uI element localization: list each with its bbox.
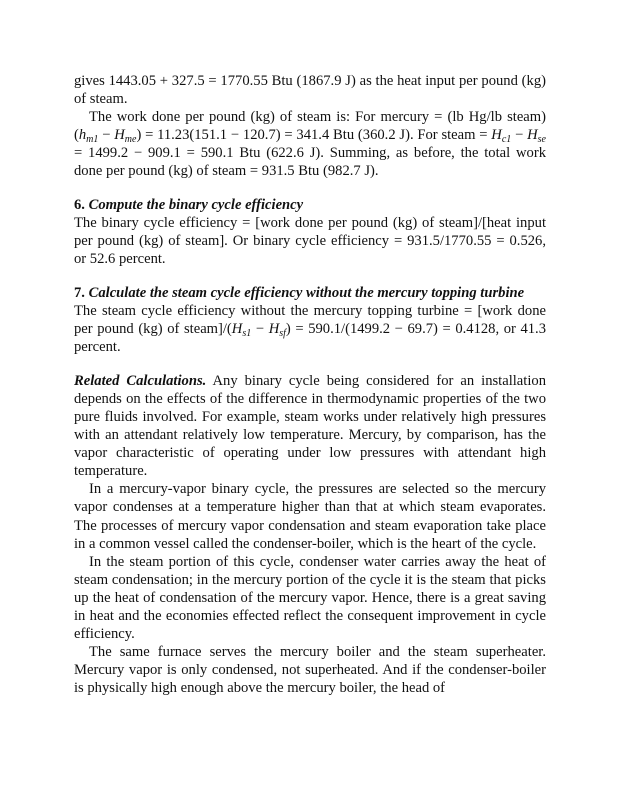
related-paragraph-2: In a mercury-vapor binary cycle, the pressures are selected so the mercury vapor condenses at a temperature higher than that at which steam evaporates. The processes of mercury vapor condensation and steam evaporation take place in a common vessel called the condenser-boiler, which is the heart of the cycle. — [74, 481, 546, 552]
step-title: Compute the binary cycle efficiency — [88, 197, 304, 214]
step-6-body: The binary cycle efficiency = [work done per pound (kg) of steam]/[heat input per pound (kg) of steam]. Or binary cycle efficiency = 931.5/1770.55 = 0.526, or 52.6 percent. — [74, 215, 546, 268]
step-6-heading — [74, 196, 546, 214]
text-run: The steam cycle efficiency without the mercury topping turbine = [work done per pound (kg) of steam]/( — [74, 303, 546, 338]
text-run: ) = 590.1/(1499.2 − 69.7) = 0.4128, or 41.3 percent. — [74, 321, 547, 356]
related-calculations-paragraph — [74, 372, 546, 481]
related-paragraph-4: The same furnace serves the mercury boiler and the steam superheater. Mercury vapor is only condensed, not superheated. And if the condenser-boiler is physically high enough above the mercury boiler, the head of — [74, 644, 546, 697]
paragraph-work-done — [74, 108, 546, 180]
symbol-h-me: $H_{me}$ — [114, 127, 137, 146]
symbol-h-m1: $h_{m1}$ — [78, 127, 99, 146]
text-run: − — [511, 127, 528, 144]
text-run: ) = 11.23(151.1 − 120.7) = 341.4 Btu (360.2 J). For steam = — [136, 127, 492, 144]
symbol-h-c1: $H_{c1}$ — [491, 127, 512, 146]
step-number: 7. — [74, 284, 85, 301]
text-run: − — [98, 127, 115, 144]
symbol-h-s1: $H_{s1}$ — [231, 321, 252, 340]
step-7-heading — [74, 284, 546, 302]
related-calculations-label: Related Calculations. — [74, 372, 207, 389]
paragraph-heat-input: gives 1443.05 + 327.5 = 1770.55 Btu (1867.9 J) as the heat input per pound (kg) of steam. — [74, 73, 546, 108]
symbol-h-sf: $H_{sf}$ — [268, 321, 286, 340]
step-7-body — [74, 302, 546, 356]
text-run: = 1499.2 − 909.1 = 590.1 Btu (622.6 J). Summing, as before, the total work done per pound (kg) of steam = 931.5 Btu (982.7 J). — [74, 145, 546, 180]
text-run: Any binary cycle being considered for an installation depends on the effects of the difference in thermodynamic properties of the two pure fluids involved. For example, steam works under relatively high pressures with an attendant relatively low temperature. Mercury, by comparison, has the vapor characteristic of operating under low pressures with attendant high temperature. — [74, 372, 546, 480]
document-page — [74, 72, 546, 698]
related-paragraph-3: In the steam portion of this cycle, condenser water carries away the heat of steam condensation; in the mercury portion of the cycle it is the steam that picks up the heat of condensation of the mercury vapor. Hence, there is a great saving in heat and the economies effected reflect the consequent improvement in cycle efficiency. — [74, 553, 546, 643]
step-number: 6. — [74, 197, 85, 214]
text-run: − — [251, 321, 269, 338]
symbol-h-se: $H_{se}$ — [527, 127, 546, 146]
step-title: Calculate the steam cycle efficiency without the mercury topping turbine — [88, 284, 525, 301]
text-run: The work done per pound (kg) of steam is: For mercury = (lb Hg/lb steam) ( — [74, 109, 546, 144]
